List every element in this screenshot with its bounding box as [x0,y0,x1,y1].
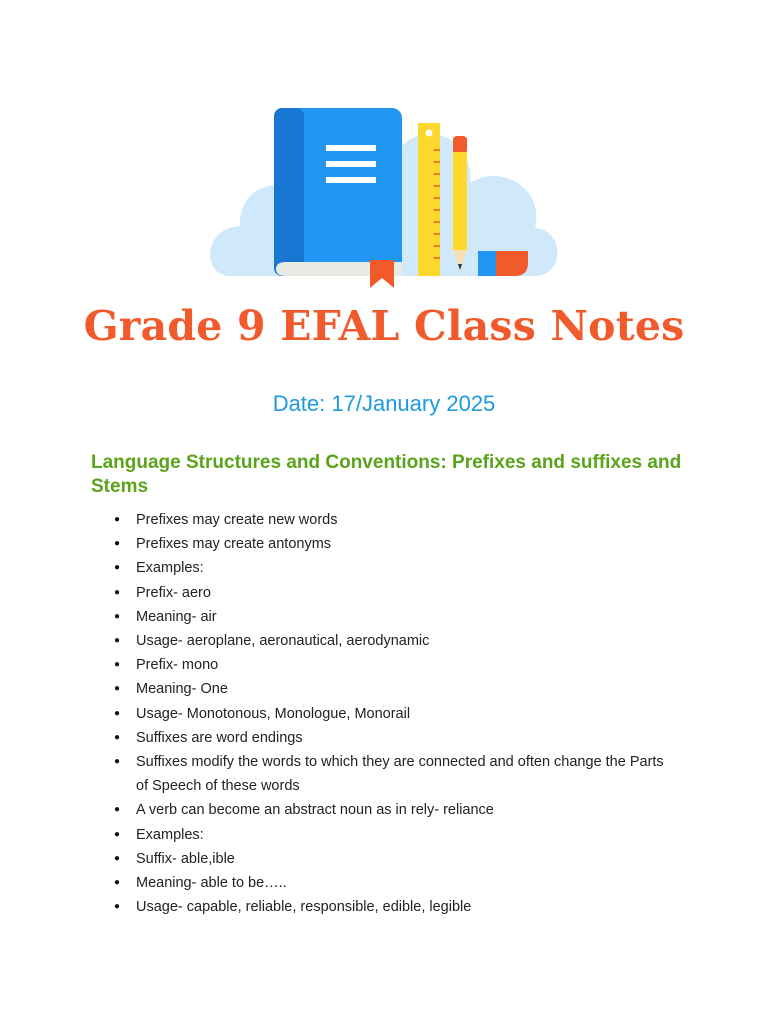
hero-illustration [200,78,570,293]
page-title: Grade 9 EFAL Class Notes [83,302,685,350]
list-item: ● Suffixes are word endings [114,726,674,750]
list-item: ● Examples: [114,556,674,580]
list-item: ● Usage- aeroplane, aeronautical, aerodynamic [114,629,674,653]
list-item: ● Examples: [114,823,674,847]
date-line: Date: 17/January 2025 [272,391,496,416]
list-item: ● Suffixes modify the words to which they are connected and often change the Parts of Speech of these words [114,750,674,798]
eraser-icon [478,251,528,276]
list-item: ● Prefixes may create new words [114,508,674,532]
list-item: ● Prefix- aero [114,581,674,605]
list-item: ● Meaning- One [114,677,674,701]
list-item: ● Meaning- able to be….. [114,871,674,895]
notes-list [114,508,674,919]
list-item: ● Suffix- able,ible [114,847,674,871]
pencil-icon [453,136,467,270]
list-item: ● A verb can become an abstract noun as in rely- reliance [114,798,674,822]
ruler-icon [418,123,440,276]
list-item: ● Usage- capable, reliable, responsible, edible, legible [114,895,674,919]
book-icon [274,108,402,276]
list-item: ● Prefixes may create antonyms [114,532,674,556]
list-item: ● Usage- Monotonous, Monologue, Monorail [114,702,674,726]
list-item: ● Prefix- mono [114,653,674,677]
bookmark-icon [370,260,394,288]
list-item: ● Meaning- air [114,605,674,629]
section-heading: Language Structures and Conventions: Prefixes and suffixes and Stems [91,452,682,497]
